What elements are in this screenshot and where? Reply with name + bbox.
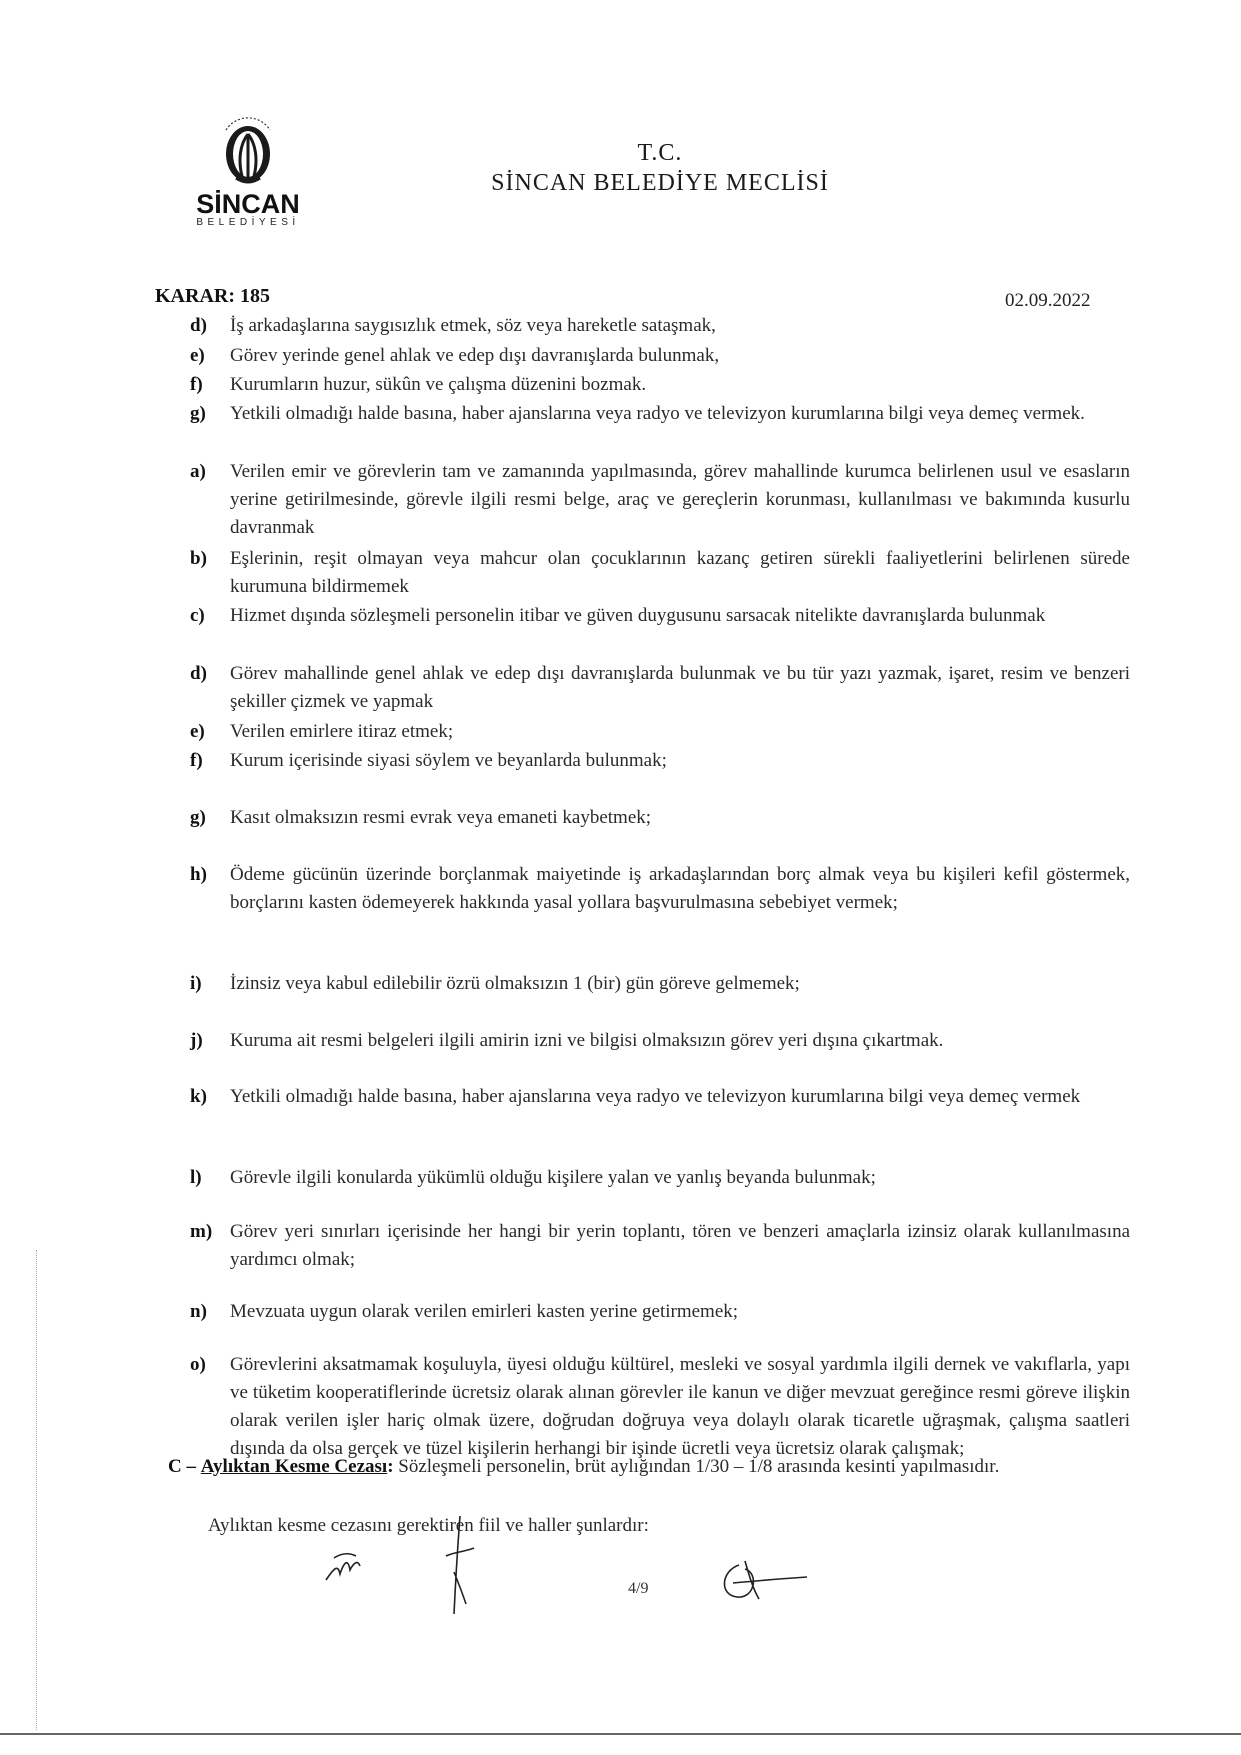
decision-date: 02.09.2022 [1005,290,1091,311]
municipality-logo [188,108,308,229]
penalty-causes-intro: Aylıktan kesme cezasını gerektiren fiil ve haller şunlardır: [208,1515,649,1536]
list-item [190,312,1130,340]
list-item [190,861,1130,917]
list-item [190,660,1130,716]
list-item [190,458,1130,542]
penalty-paragraph [168,1453,1153,1481]
list-item [190,602,1130,630]
item-label: j) [190,1030,203,1051]
list-item [190,1351,1130,1463]
item-label: k) [190,1086,207,1107]
list-item [190,970,1130,998]
list-item [190,747,1130,775]
item-text: Kasıt olmaksızın resmi evrak veya emaneti kaybetmek; [230,807,652,828]
header-line-1: T.C. [637,140,683,166]
item-label: m) [190,1221,213,1242]
list-item [190,1218,1130,1274]
item-text: Eşlerinin, reşit olmayan veya mahcur olan çocuklarının kazanç getiren sürekli faaliyetlerini belirlenen sürede kurumuna bildirmemek [230,548,1130,597]
item-text: Görevlerini aksatmamak koşuluyla, üyesi olduğu kültürel, mesleki ve sosyal yardımla ilgili dernek ve vakıflarla, yapı ve tüketim kooperatiflerinde ücretsiz olarak alınan görevler ile kanun ve diğer mevzuat gereğince resmi göreve ilişkin olarak verilen işler hariç olmak üzere, doğrudan doğruya veya dolaylı olarak ticaretle uğraşmak, çalışma saatleri dışında da olsa gerçek ve tüzel kişilerin herhangi bir işinde ücretli veya ücretsiz olarak çalışmak; [230,1354,1130,1459]
item-label: d) [190,315,207,336]
list-item [190,1027,1130,1055]
item-text: Kurumların huzur, sükûn ve çalışma düzenini bozmak. [230,374,647,395]
scan-edge-mark [36,1250,38,1730]
penalty-text: Sözleşmeli personelin, brüt aylığından 1/30 – 1/8 arasında kesinti yapılmasıdır. [393,1456,1000,1477]
logo-name: SİNCAN [196,189,300,219]
logo-subtitle: BELEDİYESİ [196,217,300,228]
item-label: g) [190,807,206,828]
list-item [190,545,1130,601]
item-label: f) [190,750,203,771]
signature-2 [440,1512,480,1622]
item-label: b) [190,548,207,569]
list-item [190,1164,1130,1192]
item-text: Verilen emir ve görevlerin tam ve zamanında yapılmasında, görev mahallinde kurumca belirlenen usul ve esasların yerine getirilmesinde, görevle ilgili resmi belge, araç ve gereçlerin korunması, kullanılması ve bakımında kusurlu davranmak [230,461,1130,538]
item-label: e) [190,345,205,366]
item-text: Verilen emirlere itiraz etmek; [230,721,454,742]
item-text: Hizmet dışında sözleşmeli personelin itibar ve güven duygusunu sarsacak nitelikte davranışlarda bulunmak [230,605,1046,626]
item-label: f) [190,374,203,395]
item-text: Mevzuata uygun olarak verilen emirleri kasten yerine getirmemek; [230,1301,739,1322]
header-line-2: SİNCAN BELEDİYE MECLİSİ [491,170,829,196]
item-text: Görev mahallinde genel ahlak ve edep dışı davranışlarda bulunmak ve bu tür yazı yazmak, işaret, resim ve benzeri şekiller çizmek ve yapmak [230,663,1130,712]
list-item [190,400,1130,428]
item-text: İş arkadaşlarına saygısızlık etmek, söz veya hareketle sataşmak, [230,315,716,336]
item-text: Ödeme gücünün üzerinde borçlanmak maiyetinde iş arkadaşlarından borç almak veya bu kişileri kefil göstermek, borçlarını kasten ödemeyerek hakkında yasal yollara başvurulmasına sebebiyet vermek; [230,864,1130,913]
list-item [190,342,1130,370]
item-text: Kurum içerisinde siyasi söylem ve beyanlarda bulunmak; [230,750,667,771]
signature-3 [715,1555,815,1605]
item-label: d) [190,663,207,684]
item-text: Görevle ilgili konularda yükümlü olduğu kişilere yalan ve yanlış beyanda bulunmak; [230,1167,876,1188]
item-text: İzinsiz veya kabul edilebilir özrü olmaksızın 1 (bir) gün göreve gelmemek; [230,973,800,994]
page-number: 4/9 [628,1580,649,1597]
item-label: a) [190,461,206,482]
bottom-rule [0,1733,1241,1735]
item-label: i) [190,973,202,994]
item-label: o) [190,1354,206,1375]
list-item [190,718,1130,746]
item-text: Kuruma ait resmi belgeleri ilgili amirin izni ve bilgisi olmaksızın görev yeri dışına çıkartmak. [230,1030,944,1051]
item-label: e) [190,721,205,742]
list-item [190,1298,1130,1326]
item-label: h) [190,864,207,885]
list-item [190,1083,1130,1111]
penalty-title: Aylıktan Kesme Cezası [200,1456,388,1477]
decision-number: KARAR: 185 [155,285,270,307]
item-text: Yetkili olmadığı halde basına, haber ajanslarına veya radyo ve televizyon kurumlarına bilgi veya demeç vermek [230,1086,1081,1107]
signature-1 [320,1540,400,1590]
penalty-colon: : [387,1456,394,1477]
penalty-prefix: C – [168,1456,196,1477]
item-label: n) [190,1301,207,1322]
document-header [440,138,880,198]
item-text: Görev yeri sınırları içerisinde her hangi bir yerin toplantı, tören ve benzeri amaçlarla izinsiz olarak kullanılmasına yardımcı olmak; [230,1221,1130,1270]
item-text: Görev yerinde genel ahlak ve edep dışı davranışlarda bulunmak, [230,345,720,366]
item-label: c) [190,605,205,626]
item-label: g) [190,403,206,424]
item-label: l) [190,1167,202,1188]
item-text: Yetkili olmadığı halde basına, haber ajanslarına veya radyo ve televizyon kurumlarına bilgi veya demeç vermek. [230,403,1085,424]
list-item [190,804,1130,832]
list-item [190,371,1130,399]
tulip-emblem-icon [216,108,280,188]
